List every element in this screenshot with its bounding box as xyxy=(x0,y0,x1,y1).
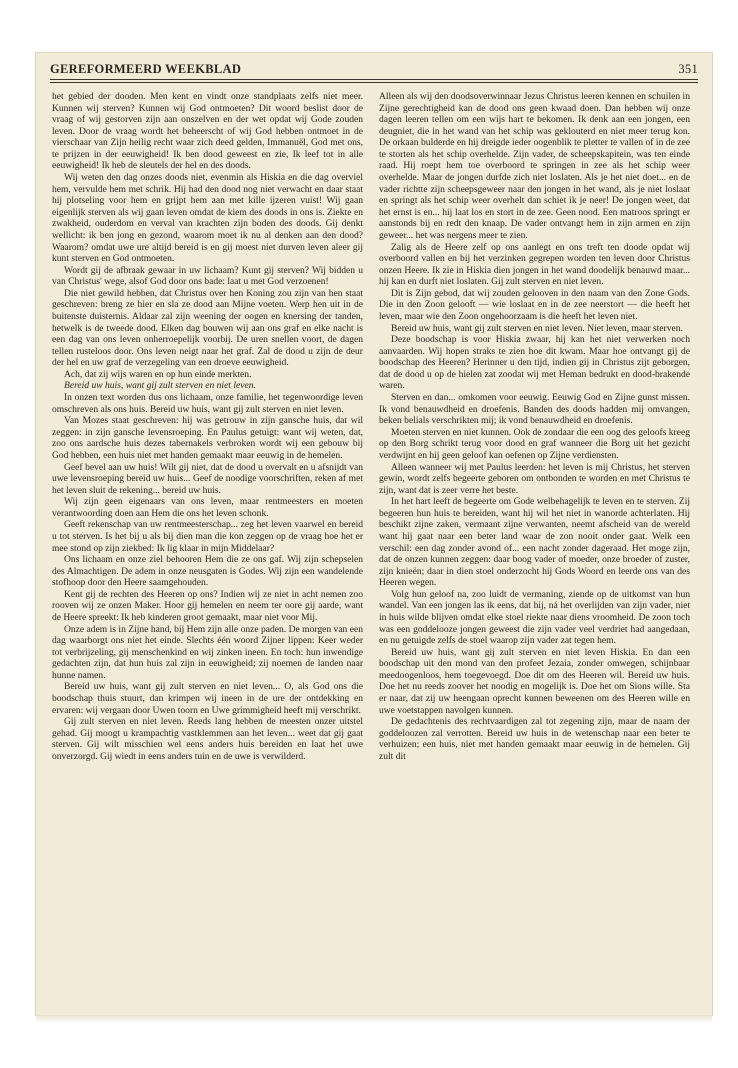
left-column xyxy=(52,91,363,1011)
paragraph: Ach, dat zij wijs waren en op hun einde merkten. xyxy=(64,368,252,380)
paragraph: Wij zijn geen eigenaars van ons leven, maar rentmeesters en moeten verantwoording doen aan Hem die ons het leven schonk. xyxy=(52,496,363,519)
paragraph: Moeten sterven en niet kunnen. Ook de zondaar die een oog des geloofs kreeg op den Borg schrikt terug voor dood en graf wanneer die Borg uit het gezicht verdwijnt en hij geen geloof kan oefenen op Zijne verdiensten. xyxy=(379,426,690,461)
right-column xyxy=(379,91,690,1011)
paragraph: Sterven en dan... omkomen voor eeuwig. Eeuwig God en Zijne gunst missen. Ik vond benauwdheid en droefenis. Banden des doods hadden mij omvangen, beken belials verschrikten mij; ik vond benauwdheid en droefenis. xyxy=(379,392,690,427)
paragraph: Geeft rekenschap van uw rentmeesterschap... zeg het leven vaarwel en bereid u tot sterven. Is het bij u als bij dien man die kon zeggen op de vraag hoe het er mee stond op zijn ziekbed: Ik lig klaar in mijn Middelaar? xyxy=(52,519,363,554)
paragraph: Die niet gewild hebben, dat Christus over hen Koning zou zijn van hen staat geschreven: breng ze hier en sla ze dood aan Mijne voeten. Werp hen uit in de buitenste duisternis. Aldaar zal zijn weening der oogen en knersing der tanden, hetwelk is de tweede dood. Elken dag bouwen wij aan ons graf en elke nacht is een dag van ons leven onherroepelijk voorbij. De uren snellen voort, de dagen tellen rusteloos door. Ons leven neigt naar het graf. Zal de dood u zijn de deur der hel en uw graf de verzegeling van een droeve eeuwigheid. xyxy=(52,287,363,369)
paragraph: Kent gij de rechten des Heeren op ons? Indien wij ze niet in acht nemen zoo rooven wij ze onzen Maker. Hoor gij hemelen en neem ter oore gij aarde, want de Heere spreekt: Ik heb kinderen groot gemaakt, maar niet voor Mij. xyxy=(52,588,363,624)
paragraph: In het hart leeft de begeerte om Gode welbehagelijk te leven en te sterven. Zij begeeren hun huis te bereiden, want hij wil het niet in wanorde achterlaten. Hij beschikt zijne zaken, vermaant zijne verwanten, neemt afscheid van de wereld want hij gaat naar een beter land waar de zon nooit onder gaat. Welk een verschil: een dag zonder avond of... een nacht zonder dageraad. Het moge zijn, dat de onzen kunnen zeggen: daar boog vader of moeder, onze broeder of zuster, zijn knieën; daar in dien stoel onderzocht hij Gods Woord en leerde ons van des Heeren wegen. xyxy=(379,496,690,589)
paragraph: Alleen wanneer wij met Paulus leerden: het leven is mij Christus, het sterven gewin, wordt zelfs begeerte geboren om ontbonden te worden en met Christus te zijn, want dat is zeer verre het beste. xyxy=(379,461,690,496)
paragraph: Wij weten den dag onzes doods niet, evenmin als Hiskia en die dag overviel hem, vervulde hem met schrik. Hij had den dood nog niet verwacht en daar staat hij plotseling voor hem en grijpt hem aan met kille ijzeren vuist! Wij gaan eigenlijk sterven als wij gaan leven omdat de kiem des doods in ons is. Ziekte en zwakheid, ouderdom en verval van krachten zijn boden des doods. Gij denkt wellicht: ik ben jong en gezond, waarom moet ik nu al denken aan den dood? Waarom? omdat uwe ure altijd bereid is en gij moest niet durven leven aleer gij kunt sterven en God ontmoeten. xyxy=(52,172,363,265)
paragraph: In onzen text worden dus ons lichaam, onze familie, het tegenwoordige leven omschreven als ons huis. Bereid uw huis, want gij zult sterven en niet leven. xyxy=(52,392,363,415)
paragraph: Geef bevel aan uw huis! Wilt gij niet, dat de dood u overvalt en u afsnijdt van uwe levensroeping bereid uw huis... Geef de noodige voorschriften, reken af met het leven sluit de rekening... bereid uw huis. xyxy=(52,461,363,496)
paragraph: Alleen als wij den doodsoverwinnaar Jezus Christus leeren kennen en schuilen in Zijne gerechtigheid kan de dood ons geen kwaad doen. Dan hebben wij onze dagen leeren tellen om een wijs hart te bekomen. Ik denk aan een jongen, een deugniet, die in het wand van het schip was geklouterd en niet meer terug kon. De orkaan bulderde en hij dreigde ieder oogenblik te pletter te vallen of in de zee te storten als het schip overhelde. Zijn vader, de scheepskapitein, was ten einde raad. Hij roept hem toe overboord te springen in zee als het schip weer overhelde. Maar de jongen durfde zich niet loslaten. Als je het niet doet... en de vader richtte zijn scheepsgeweer naar den jongen in het wand, als je niet loslaat en springt als het schip weer overhelt dan schiet ik je neer! De jongen weet, dat het ernst is en... hij laat los en stort in de zee. Geen nood. Een matroos springt er aanstonds bij en redt den knaap. De vader ontvangt hem in zijn armen en zijn geweer... het was nergens meer te zien. xyxy=(379,91,690,241)
paragraph: Onze adem is in Zijne hand, bij Hem zijn alle onze paden. De morgen van een dag waarborgt ons niet het einde. Slechts één woord Zijner lippen: Keer weder tot verbrijzeling, gij menschenkind en wij zinken ineen. En toch: hun inwendige gedachten zijn, dat hun huis zal zijn in eeuwigheid; zij noemen de landen naar hunne namen. xyxy=(52,623,363,681)
paragraph: Gij zult sterven en niet leven. Reeds lang hebben de meesten onzer uitstel gehad. Gij moogt u krampachtig vastklemmen aan het leven... weet dat gij gaat sterven. Gij wilt misschien wel eens anders huis bereiden en laat het uwe onverzorgd. Gij wiedt in eens anders tuin en de uwe is verwilderd. xyxy=(52,716,363,762)
paragraph: Ons lichaam en onze ziel behooren Hem die ze ons gaf. Wij zijn schepselen des Almachtigen. De adem in onze neusgaten is Godes. Wij zijn een wandelende stofhoop door den Heere saamgehouden. xyxy=(52,554,363,589)
paragraph: Bereid uw huis, want gij zult sterven en niet leven. Niet leven, maar sterven. xyxy=(391,322,683,334)
header-rule-thin xyxy=(50,82,698,83)
paragraph: Wordt gij de afbraak gewaar in uw lichaam? Kunt gij sterven? Wij bidden u van Christus' wege, alsof God door ons bade: laat u met God verzoenen! xyxy=(52,264,363,288)
paragraph: Volg hun geloof na, zoo luidt de vermaning, ziende op de uitkomst van hun wandel. Van een jongen las ik eens, dat hij, ná het overlijden van zijn vader, niet in huis wilde blijven omdat elke stoel riekte naar diens vroomheid. De zoon toch was een goddelooze jongen geweest die zijn vader veel verdriet had aangedaan, en nu getuigde zelfs de stoel waarop zijn vader zat tegen hem. xyxy=(379,588,690,647)
magazine-page xyxy=(36,53,712,1015)
page-number: 351 xyxy=(678,62,698,76)
paragraph: Dit is Zijn gebod, dat wij zouden gelooven in den naam van den Zone Gods. Die in den Zoon gelooft — wie loslaat en in de zee neerstort — die heeft het leven, maar wie den Zoon ongehoorzaam is die heeft het leven niet. xyxy=(379,287,690,322)
header-rule-thick xyxy=(50,79,698,80)
paragraph: Bereid uw huis, want gij zult sterven en niet leven. xyxy=(64,380,256,392)
paragraph: Van Mozes staat geschreven: hij was getrouw in zijn gansche huis, dat wil zeggen: in zijn gansche levensroeping. En Paulus getuigt: want wij weten, dat, zoo ons aardsche huis dezes tabernakels verbroken wordt wij een gebouw bij God hebben, een huis niet met handen gemaakt maar eeuwig in de hemelen. xyxy=(52,415,363,461)
page-shadow xyxy=(36,1015,712,1023)
paragraph: Bereid uw huis, want gij zult sterven en niet leven Hiskia. En dan een boodschap uit den mond van den profeet Jezaia, zonder omwegen, schijnbaar meedoogenloos, hem toegevoegd. Doe dit om des Heeren wil. Bereid uw huis. Doe het nu reeds zoover het noodig en mogelijk is. Doe het om Sions wille. Sta er naar, dat zij uw heengaan oprecht kunnen beweenen om des Heeren wille en uwe voetstappen navolgen kunnen. xyxy=(379,646,690,716)
magazine-title: GEREFORMEERD WEEKBLAD xyxy=(50,62,242,76)
page-header xyxy=(50,57,698,77)
paragraph: Zalig als de Heere zelf op ons aanlegt en ons treft ten doode opdat wij overboord vallen en bij het verzinken gegrepen worden ten leven door Christus onzen Heere. Ik zie in Hiskia dien jongen in het wand doodelijk benauwd maar... hij kan en durft niet loslaten. Gij zult sterven en niet leven. xyxy=(379,241,690,288)
paragraph: Deze boodschap is voor Hiskia zwaar, hij kan het niet verwerken noch aanvaarden. Wij hopen straks te zien hoe dit kwam. Maar hoe ontvangt gij de boodschap des Heeren? Herinner u den tijd, indien gij in Christus zijt geborgen, dat de dood u op de hielen zat zoodat wij met Heman bedrukt en dood-brakende waren. xyxy=(379,334,690,392)
paragraph: het gebied der dooden. Men kent en vindt onze standplaats zelfs niet meer. Kunnen wij sterven? Kunnen wij God ontmoeten? Dit woord beslist door de vraag of wij gestorven zijn aan onszelven en der wet opdat wij Gode zouden leven. Door de vraag wordt het beheerscht of wij God hebben ontmoet in de vierschaar van Zijn heilig recht waar zich deed gelden, Immanuël, God met ons, te prijzen in der eeuwigheid! Ik ben dood geweest en zie, Ik leef tot in alle eeuwigheid! Ik heb de sleutels der hel en des doods. xyxy=(52,91,363,172)
paragraph: De gedachtenis des rechtvaardigen zal tot zegening zijn, maar de naam der goddeloozen zal verrotten. Bereid uw huis in de wetenschap naar een beter te verhuizen; een huis, niet met handen gemaakt maar eeuwig in de hemelen. Gij zult dit xyxy=(379,716,690,762)
paragraph: Bereid uw huis, want gij zult sterven en niet leven... O, als God ons die boodschap thuis stuurt, dan krimpen wij ineen in de ure der ontdekking en ervaren: wij vergaan door Uwen toorn en Uwe grimmigheid heeft mij verschrikt. xyxy=(52,681,363,716)
